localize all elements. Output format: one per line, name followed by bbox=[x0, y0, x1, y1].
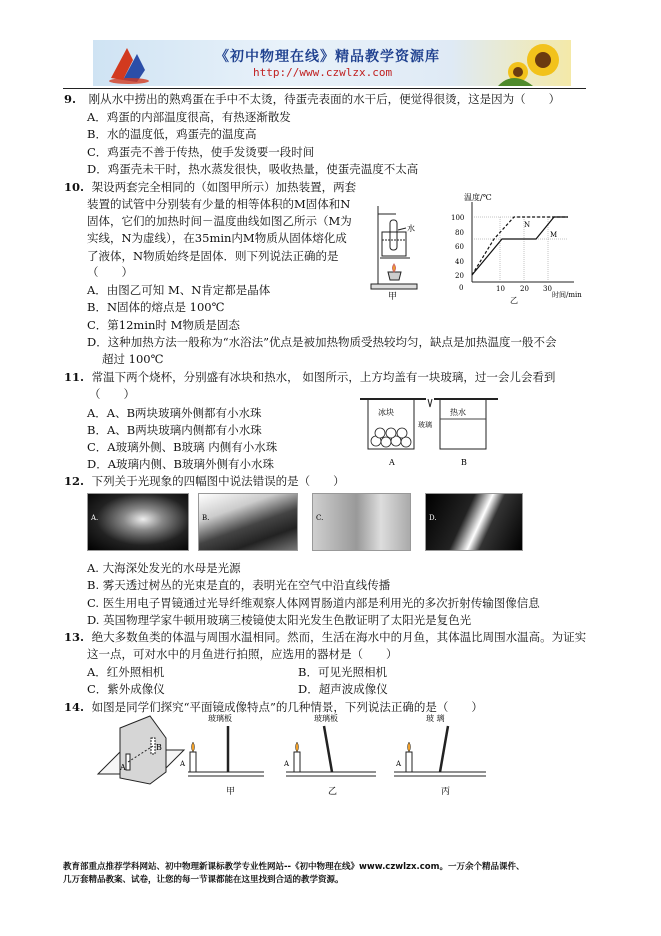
header-rule bbox=[63, 88, 586, 89]
candle bbox=[190, 752, 196, 772]
graph-xtick: 10 bbox=[496, 285, 505, 293]
q12-photo-c-endoscope bbox=[312, 493, 411, 551]
glass-label: 玻璃 bbox=[418, 421, 432, 429]
graph-ytick: 80 bbox=[455, 229, 464, 237]
q10-option-d-1: D．这种加热方法一般称为“水浴法”优点是被加热物质受热较均匀，缺点是加热温度一般不会 bbox=[87, 335, 557, 349]
graph-ytick: 100 bbox=[451, 214, 465, 222]
q9-option-d: D．鸡蛋壳未干时，热水蒸发很快，吸收热量，使蛋壳温度不太高 bbox=[87, 162, 419, 176]
flame-icon bbox=[296, 742, 299, 752]
q14-perspective-view bbox=[98, 716, 184, 784]
graph-origin: 0 bbox=[459, 284, 464, 292]
photo-label-d: D. bbox=[429, 514, 437, 522]
plate-label-1: 玻璃板 bbox=[208, 714, 232, 723]
q13-stem-2: 这一点，可对水中的月鱼进行拍照，应选用的器材是（ ） bbox=[87, 647, 398, 661]
q14-a-label: A bbox=[120, 763, 126, 772]
yi-label: 乙 bbox=[328, 787, 338, 797]
logo-icon bbox=[109, 48, 149, 84]
jia-label: 甲 bbox=[226, 787, 236, 797]
sunflower-icon bbox=[498, 44, 559, 86]
beaker-b-label: B bbox=[461, 458, 467, 467]
q11-option-c: C．A玻璃外侧、B玻璃 内侧有小水珠 bbox=[87, 440, 278, 454]
q11-option-a: A．A、B两块玻璃外侧都有小水珠 bbox=[87, 406, 262, 420]
q12-option-a: A. 大海深处发光的水母是光源 bbox=[87, 561, 241, 575]
q14-setup-jia bbox=[179, 713, 264, 797]
graph-ytick: 60 bbox=[455, 243, 464, 251]
graph-ytick: 20 bbox=[455, 272, 464, 280]
q10-line-1 bbox=[64, 180, 356, 194]
q13-stem-1: 绝大多数鱼类的体温与周围水温相同。然而，生活在海水中的月鱼，其体温比周围水温高。为证实 bbox=[91, 630, 587, 644]
graph-xtick: 30 bbox=[543, 285, 552, 293]
q9-stem: 刚从水中捞出的熟鸡蛋在手中不太烫，待蛋壳表面的水干后，便觉得很烫，这是因为（ ） bbox=[88, 92, 561, 106]
footer-line-1: 教育部重点推荐学科网站、初中物理新课标教学专业性网站--《初中物理在线》www.czwlzx.com。一万余个精品课件、 bbox=[63, 862, 525, 872]
graph-xlabel: 时间/min bbox=[552, 291, 582, 299]
curve-m bbox=[472, 217, 568, 275]
q10-stem-3: 固体，它们的加热时间－温度曲线如图乙所示（M为 bbox=[87, 214, 352, 228]
glass-plate bbox=[440, 726, 448, 772]
hot-water-label: 热水 bbox=[450, 408, 466, 417]
page-footer bbox=[63, 861, 603, 887]
q10-yi-label: 乙 bbox=[510, 296, 518, 305]
q13-line-1 bbox=[64, 630, 586, 644]
flame-icon bbox=[393, 264, 396, 272]
flame-icon bbox=[192, 742, 195, 752]
q14-stem: 如图是同学们探究“平面镜成像特点”的几种情景，下列说法正确的是（ ） bbox=[91, 700, 483, 714]
q14-figure bbox=[96, 712, 496, 800]
q10-stem-1: 架设两套完全相同的（如图甲所示）加热装置，两套 bbox=[91, 180, 357, 194]
curve-n bbox=[472, 217, 568, 275]
header-banner bbox=[93, 40, 571, 86]
q10-stem-5: 了液体，N物质始终是固体．则下列说法正确的是 bbox=[87, 249, 339, 263]
beaker-b bbox=[440, 399, 486, 449]
stand-base bbox=[371, 284, 417, 289]
q9-option-c: C．鸡蛋壳不善于传热，使手发烫要一段时间 bbox=[87, 145, 315, 159]
q13-option-a: A．红外照相机 bbox=[87, 665, 165, 679]
q10-option-b: B．N固体的熔点是 100℃ bbox=[87, 300, 225, 314]
banner-title: 《初中物理在线》精品教学资源库 bbox=[215, 49, 440, 65]
q9-stem-line bbox=[64, 92, 560, 106]
candle bbox=[406, 752, 412, 772]
alcohol-lamp bbox=[388, 272, 401, 280]
banner-url[interactable]: http://www.czwlzx.com bbox=[253, 66, 393, 79]
q10-option-c: C．第12min时 M物质是固态 bbox=[87, 318, 240, 332]
q14-setup-yi bbox=[283, 713, 376, 797]
q10-option-a: A．由图乙可知 M、N肯定都是晶体 bbox=[87, 283, 271, 297]
q14-setup-bing bbox=[394, 713, 486, 797]
q10-stem-2: 装置的试管中分别装有少量的相等体积的M固体和N bbox=[87, 197, 351, 211]
q12-stem: 下列关于光现象的四幅图中说法错误的是（ ） bbox=[91, 474, 345, 488]
q13-option-c: C．紫外成像仪 bbox=[87, 682, 165, 696]
photo-label-a: A. bbox=[91, 514, 99, 522]
q12-option-d: D. 英国物理学家牛顿用玻璃三棱镜使太阳光发生色散证明了太阳光是复色光 bbox=[87, 613, 472, 627]
graph-label-n: N bbox=[524, 221, 531, 229]
ice-cubes bbox=[371, 428, 411, 447]
bing-label: 丙 bbox=[441, 787, 451, 797]
graph-ytick: 40 bbox=[455, 258, 464, 266]
graph-ylabel: 温度/℃ bbox=[464, 193, 492, 202]
q13-number: 13. bbox=[64, 630, 85, 644]
q11-stem-2: （ ） bbox=[89, 387, 135, 401]
q10-figure-yi bbox=[442, 190, 582, 305]
q10-jia-label: 甲 bbox=[388, 292, 398, 302]
q9-option-b: B．水的温度低，鸡蛋壳的温度高 bbox=[87, 127, 257, 141]
q11-option-b: B．A、B两块玻璃内侧都有小水珠 bbox=[87, 423, 262, 437]
q12-option-c: C. 医生用电子胃镜通过光导纤维观察人体网胃肠道内部是利用光的多次折射传输图像信息 bbox=[87, 596, 540, 610]
graph-y-ticks bbox=[451, 214, 464, 280]
q14-number: 14. bbox=[64, 700, 85, 714]
glass-plate bbox=[324, 726, 332, 772]
graph-xtick: 20 bbox=[520, 285, 529, 293]
plate-label-2: 玻璃板 bbox=[314, 714, 338, 723]
ice-label: 冰块 bbox=[378, 408, 394, 417]
q11-line-1 bbox=[64, 370, 555, 384]
q9-number: 9. bbox=[64, 92, 77, 106]
beaker bbox=[382, 232, 406, 256]
q12-photo-d-prism bbox=[425, 493, 523, 551]
candle-a-1: A bbox=[180, 760, 186, 768]
q13-option-b: B．可见光照相机 bbox=[298, 665, 387, 679]
q12-option-b: B. 雾天透过树丛的光束是直的，表明光在空气中沿直线传播 bbox=[87, 578, 391, 592]
footer-line-2: 几万套精品教案、试卷，让您的每一节课都能在这里找到合适的教学资源。 bbox=[63, 875, 344, 885]
photo-label-c: C. bbox=[316, 514, 324, 522]
q10-figure-jia bbox=[368, 200, 420, 302]
q9-option-a: A．鸡蛋的内部温度很高，有热逐渐散发 bbox=[87, 110, 291, 124]
q10-stem-6: （ ） bbox=[87, 265, 133, 279]
q12-photo-b-forest bbox=[198, 493, 298, 551]
q12-number: 12. bbox=[64, 474, 85, 488]
q11-number: 11. bbox=[64, 370, 85, 384]
candle-a-2: A bbox=[284, 760, 290, 768]
graph-label-m: M bbox=[550, 231, 558, 239]
flame-icon bbox=[408, 742, 411, 752]
candle bbox=[294, 752, 300, 772]
q11-stem-1: 常温下两个烧杯，分别盛有冰块和热水， 如图所示，上方均盖有一块玻璃，过一会儿会看到 bbox=[91, 370, 556, 384]
plate-label-3: 玻 璃 bbox=[426, 714, 445, 723]
q12-photo-a-jellyfish bbox=[87, 493, 189, 551]
q13-option-d: D．超声波成像仪 bbox=[298, 682, 388, 696]
photo-label-b: B. bbox=[202, 514, 210, 522]
test-tube bbox=[390, 220, 397, 250]
graph-gridlines bbox=[472, 217, 568, 282]
q11-figure bbox=[358, 395, 500, 473]
q10-number: 10. bbox=[64, 180, 85, 194]
q10-water-label: 水 bbox=[407, 224, 415, 233]
q10-option-d-2: 超过 100℃ bbox=[102, 352, 164, 366]
q14-b-label: B bbox=[156, 743, 162, 752]
candle-a-3: A bbox=[396, 760, 402, 768]
q10-stem-4: 实线，N为虚线），在35min内M物质从固体熔化成 bbox=[87, 231, 347, 245]
q11-option-d: D．A玻璃内侧、B玻璃外侧有小水珠 bbox=[87, 457, 274, 471]
q12-stem-line bbox=[64, 474, 345, 488]
beaker-a-label: A bbox=[389, 458, 395, 467]
